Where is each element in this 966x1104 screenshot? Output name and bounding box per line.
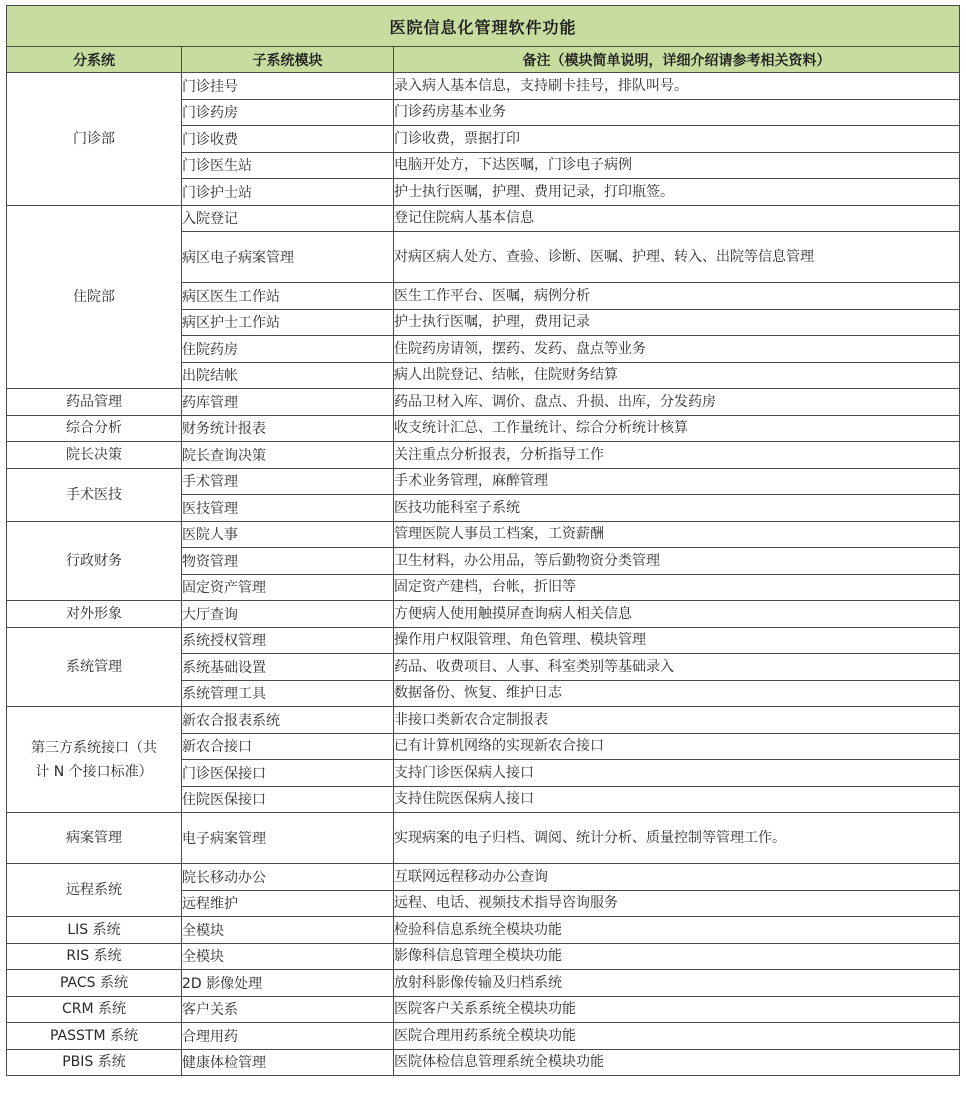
- note-cell: 病人出院登记、结帐，住院财务结算: [394, 362, 960, 389]
- table-row: [7, 627, 960, 654]
- table-row: [7, 389, 960, 416]
- module-cell: 院长查询决策: [182, 442, 394, 469]
- system-cell: PACS 系统: [7, 970, 182, 997]
- note-cell: 检验科信息系统全模块功能: [394, 917, 960, 944]
- table-row: [7, 707, 960, 734]
- module-cell: 医院人事: [182, 521, 394, 548]
- system-cell: PASSTM 系统: [7, 1023, 182, 1050]
- note-cell: 非接口类新农合定制报表: [394, 707, 960, 734]
- note-cell: 手术业务管理，麻醉管理: [394, 468, 960, 495]
- note-cell: 药品卫材入库、调价、盘点、升损、出库，分发药房: [394, 389, 960, 416]
- note-cell: 支持门诊医保病人接口: [394, 760, 960, 787]
- note-cell: 医生工作平台、医嘱，病例分析: [394, 283, 960, 310]
- table-row: [7, 468, 960, 495]
- note-cell: 支持住院医保病人接口: [394, 786, 960, 813]
- module-cell: 系统管理工具: [182, 680, 394, 707]
- system-cell: 手术医技: [7, 468, 182, 521]
- table-row: [7, 813, 960, 864]
- system-cell: 系统管理: [7, 627, 182, 707]
- module-cell: 药库管理: [182, 389, 394, 416]
- note-cell: 卫生材料，办公用品，等后勤物资分类管理: [394, 548, 960, 575]
- note-cell: 方便病人使用触摸屏查询病人相关信息: [394, 601, 960, 628]
- table-row: [7, 1049, 960, 1076]
- module-cell: 全模块: [182, 943, 394, 970]
- module-cell: 出院结帐: [182, 362, 394, 389]
- note-cell: 护士执行医嘱，护理，费用记录: [394, 309, 960, 336]
- table-row: [7, 996, 960, 1023]
- note-cell: 医院合理用药系统全模块功能: [394, 1023, 960, 1050]
- note-cell: 已有计算机网络的实现新农合接口: [394, 733, 960, 760]
- module-cell: 病区电子病案管理: [182, 232, 394, 283]
- note-cell: 门诊收费，票据打印: [394, 126, 960, 153]
- module-cell: 电子病案管理: [182, 813, 394, 864]
- system-cell: PBIS 系统: [7, 1049, 182, 1076]
- system-cell: 对外形象: [7, 601, 182, 628]
- note-cell: 门诊药房基本业务: [394, 99, 960, 126]
- note-cell: 住院药房请领，摆药、发药、盘点等业务: [394, 336, 960, 363]
- module-cell: 物资管理: [182, 548, 394, 575]
- note-cell: 医院客户关系系统全模块功能: [394, 996, 960, 1023]
- table-row: [7, 442, 960, 469]
- system-cell: 行政财务: [7, 521, 182, 601]
- system-cell: 远程系统: [7, 864, 182, 917]
- module-cell: 病区医生工作站: [182, 283, 394, 310]
- header-note: 备注（模块简单说明，详细介绍请参考相关资料）: [394, 47, 960, 73]
- note-cell: 远程、电话、视频技术指导咨询服务: [394, 890, 960, 917]
- table-row: [7, 415, 960, 442]
- module-cell: 固定资产管理: [182, 574, 394, 601]
- table-row: [7, 601, 960, 628]
- module-cell: 门诊医保接口: [182, 760, 394, 787]
- module-cell: 2D 影像处理: [182, 970, 394, 997]
- module-cell: 新农合接口: [182, 733, 394, 760]
- module-cell: 医技管理: [182, 495, 394, 522]
- module-cell: 全模块: [182, 917, 394, 944]
- note-cell: 收支统计汇总、工作量统计、综合分析统计核算: [394, 415, 960, 442]
- system-cell: LIS 系统: [7, 917, 182, 944]
- module-cell: 入院登记: [182, 205, 394, 232]
- note-cell: 电脑开处方，下达医嘱，门诊电子病例: [394, 152, 960, 179]
- note-cell: 放射科影像传输及归档系统: [394, 970, 960, 997]
- table-row: [7, 1023, 960, 1050]
- module-cell: 客户关系: [182, 996, 394, 1023]
- table-row: [7, 917, 960, 944]
- note-cell: 医院体检信息管理系统全模块功能: [394, 1049, 960, 1076]
- module-cell: 远程维护: [182, 890, 394, 917]
- note-cell: 互联网远程移动办公查询: [394, 864, 960, 891]
- system-cell: 住院部: [7, 205, 182, 389]
- module-cell: 系统基础设置: [182, 654, 394, 681]
- table-container: [6, 5, 959, 1076]
- module-cell: 住院药房: [182, 336, 394, 363]
- note-cell: 护士执行医嘱，护理、费用记录，打印瓶签。: [394, 179, 960, 206]
- module-cell: 新农合报表系统: [182, 707, 394, 734]
- module-cell: 病区护士工作站: [182, 309, 394, 336]
- module-cell: 门诊护士站: [182, 179, 394, 206]
- module-cell: 大厅查询: [182, 601, 394, 628]
- table-row: [7, 521, 960, 548]
- table-row: [7, 864, 960, 891]
- note-cell: 登记住院病人基本信息: [394, 205, 960, 232]
- module-cell: 系统授权管理: [182, 627, 394, 654]
- note-cell: 数据备份、恢复、维护日志: [394, 680, 960, 707]
- system-cell: 第三方系统接口（共计 N 个接口标准）: [7, 707, 182, 813]
- system-cell: 病案管理: [7, 813, 182, 864]
- table-row: [7, 73, 960, 100]
- system-cell: 院长决策: [7, 442, 182, 469]
- module-cell: 门诊收费: [182, 126, 394, 153]
- module-cell: 手术管理: [182, 468, 394, 495]
- note-cell: 操作用户权限管理、角色管理、模块管理: [394, 627, 960, 654]
- header-module: 子系统模块: [182, 47, 394, 73]
- module-cell: 住院医保接口: [182, 786, 394, 813]
- note-cell: 固定资产建档，台帐，折旧等: [394, 574, 960, 601]
- system-cell: 药品管理: [7, 389, 182, 416]
- system-cell: RIS 系统: [7, 943, 182, 970]
- system-cell: 综合分析: [7, 415, 182, 442]
- table-row: [7, 943, 960, 970]
- note-cell: 药品、收费项目、人事、科室类别等基础录入: [394, 654, 960, 681]
- table-title: 医院信息化管理软件功能: [7, 6, 960, 47]
- module-cell: 合理用药: [182, 1023, 394, 1050]
- module-cell: 财务统计报表: [182, 415, 394, 442]
- table-body: [7, 73, 960, 1076]
- note-cell: 实现病案的电子归档、调阅、统计分析、质量控制等管理工作。: [394, 813, 960, 864]
- module-cell: 健康体检管理: [182, 1049, 394, 1076]
- note-cell: 录入病人基本信息，支持刷卡挂号，排队叫号。: [394, 73, 960, 100]
- module-cell: 门诊挂号: [182, 73, 394, 100]
- module-cell: 门诊医生站: [182, 152, 394, 179]
- system-cell: 门诊部: [7, 73, 182, 206]
- table-row: [7, 970, 960, 997]
- note-cell: 对病区病人处方、查验、诊断、医嘱、护理、转入、出院等信息管理: [394, 232, 960, 283]
- system-cell: CRM 系统: [7, 996, 182, 1023]
- note-cell: 医技功能科室子系统: [394, 495, 960, 522]
- module-cell: 门诊药房: [182, 99, 394, 126]
- function-table: [6, 5, 960, 1076]
- header-system: 分系统: [7, 47, 182, 73]
- note-cell: 关注重点分析报表，分析指导工作: [394, 442, 960, 469]
- note-cell: 管理医院人事员工档案，工资薪酬: [394, 521, 960, 548]
- module-cell: 院长移动办公: [182, 864, 394, 891]
- note-cell: 影像科信息管理全模块功能: [394, 943, 960, 970]
- table-row: [7, 205, 960, 232]
